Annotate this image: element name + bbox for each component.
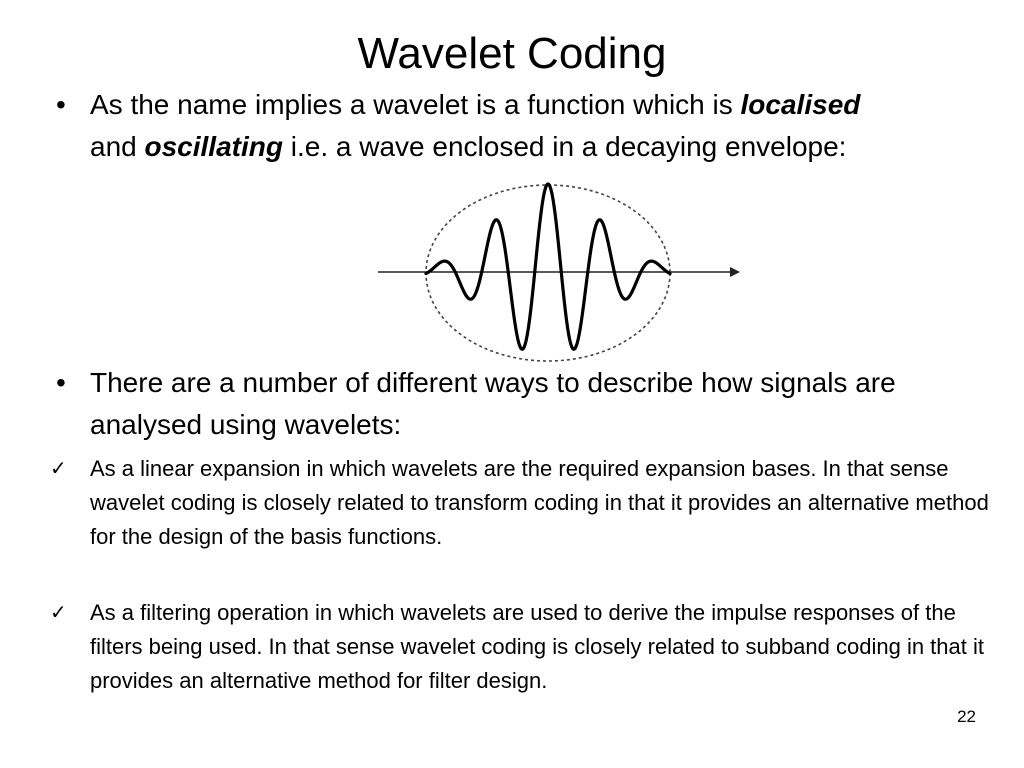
check-item-text: As a filtering operation in which wavelets are used to derive the impulse responses of the filters being used. In that sense wavelet coding is closely related to subband coding in that it provides an alternative method for filter design.: [90, 600, 984, 693]
bullet-text: [90, 84, 910, 168]
wavelet-diagram: [372, 176, 752, 366]
bullet-text-part: As the name implies a wavelet is a function which is: [90, 89, 741, 120]
bullet-marker: •: [56, 89, 66, 120]
slide-title: Wavelet Coding: [357, 29, 667, 78]
bullet-marker: •: [56, 367, 66, 398]
checkmark-icon: ✓: [50, 458, 67, 480]
bullet-text-part: i.e. a wave enclosed in a decaying envelope:: [282, 131, 847, 162]
wavelet-figure: [372, 176, 752, 366]
check-item-text: As a linear expansion in which wavelets are the required expansion bases. In that sense wavelet coding is closely related to transform coding in that it provides an alternative method for the design of the basis functions.: [90, 456, 989, 549]
page-number: 22: [957, 707, 976, 726]
emphasis-localised: localised: [740, 89, 861, 120]
bullet-text: There are a number of different ways to describe how signals are analysed using wavelets:: [90, 367, 896, 440]
bullet-text-part: and: [90, 131, 145, 162]
checkmark-icon: ✓: [50, 602, 67, 624]
emphasis-oscillating: oscillating: [144, 131, 283, 162]
